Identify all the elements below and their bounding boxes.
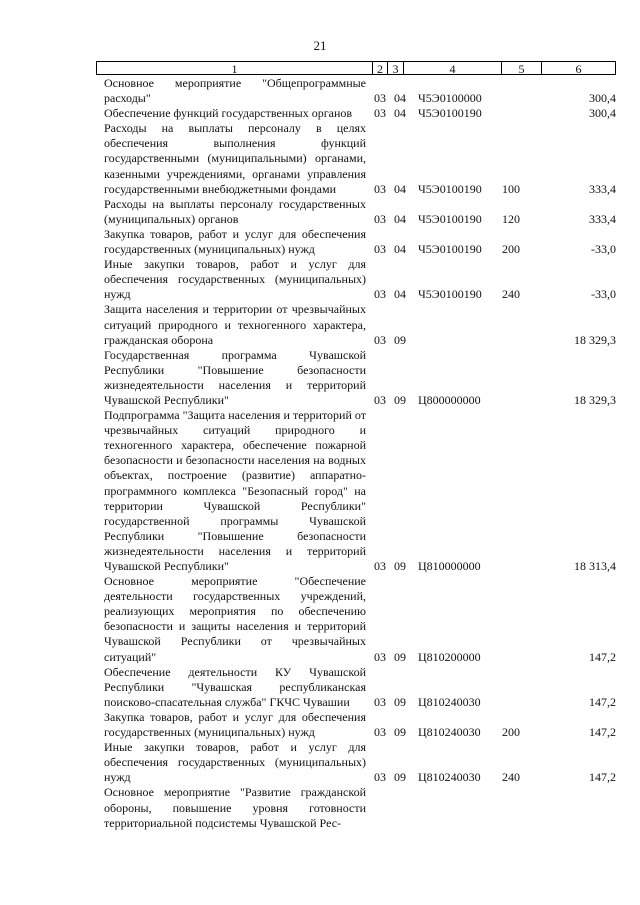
row-section: 03 bbox=[374, 770, 386, 785]
row-target-code: Ч5Э0100190 bbox=[418, 181, 482, 196]
row-subsection: 04 bbox=[394, 106, 406, 121]
row-amount: 18 329,3 bbox=[574, 332, 616, 347]
row-name: Иные закупки товаров, работ и услуг для обеспечения государственных (муниципальных) нужд bbox=[104, 740, 366, 785]
row-name: Обеспечение функций государственных органов bbox=[104, 106, 353, 121]
row-section: 03 bbox=[374, 392, 386, 407]
table-row bbox=[104, 121, 616, 196]
row-subsection: 04 bbox=[394, 91, 406, 106]
row-target-code: Ч5Э0100190 bbox=[418, 242, 482, 257]
row-section: 03 bbox=[374, 287, 386, 302]
row-name: Основное мероприятие "Развитие гражданской обороны, повышение уровня готовности территориальной подсистемы Чувашской Рес- bbox=[104, 785, 366, 830]
table-row bbox=[104, 785, 616, 830]
row-name: Защита населения и территории от чрезвычайных ситуаций природного и техногенного характера, гражданская оборона bbox=[104, 302, 366, 347]
row-subsection: 04 bbox=[394, 242, 406, 257]
row-amount: -33,0 bbox=[591, 242, 616, 257]
row-name: Расходы на выплаты персоналу государственных (муниципальных) органов bbox=[104, 196, 366, 226]
row-name: Закупка товаров, работ и услуг для обеспечения государственных (муниципальных) нужд bbox=[104, 226, 366, 257]
row-target-code: Ц810240030 bbox=[418, 770, 481, 785]
row-target-code: Ц810240030 bbox=[418, 725, 481, 740]
header-col-5: 5 bbox=[502, 62, 542, 74]
row-name: Подпрограмма "Защита населения и территорий от чрезвычайных ситуаций природного и техногенного характера, обеспечение пожарной безопасности и безопасности населения на водных объектах, построение (развитие) аппаратно-программного комплекса "Безопасный город" на территории Чувашской Республики" государственной программы Чувашской Республики "Повышение безопасности жизнедеятельности населения и территорий Чувашской Республики" bbox=[104, 408, 366, 573]
row-name: Расходы на выплаты персоналу в целях обеспечения выполнения функций государственными (муниципальными) органами, казенными учреждениями, органами управления государственными внебюджетными фондами bbox=[104, 121, 366, 196]
row-subsection: 09 bbox=[394, 694, 406, 709]
row-expense-type: 200 bbox=[502, 725, 520, 740]
table-row bbox=[104, 227, 616, 257]
row-subsection: 04 bbox=[394, 287, 406, 302]
page-number: 21 bbox=[313, 38, 327, 53]
row-subsection: 09 bbox=[394, 770, 406, 785]
row-subsection: 09 bbox=[394, 559, 406, 573]
row-amount: 147,2 bbox=[589, 649, 616, 664]
row-expense-type: 120 bbox=[502, 211, 520, 226]
row-target-code: Ч5Э0100190 bbox=[418, 287, 482, 302]
table-header bbox=[96, 61, 616, 75]
row-name: Основное мероприятие "Обеспечение деятельности государственных учреждений, реализующих мероприятия по обеспечению безопасности и защиты населения и территорий Чувашской Республики от чрезвычайных ситуаций" bbox=[104, 574, 366, 664]
row-subsection: 04 bbox=[394, 211, 406, 226]
row-expense-type: 100 bbox=[502, 181, 520, 196]
row-section: 03 bbox=[374, 725, 386, 740]
row-section: 03 bbox=[374, 211, 386, 226]
row-amount: 300,4 bbox=[589, 106, 616, 121]
row-amount: 333,4 bbox=[589, 211, 616, 226]
table-row bbox=[104, 740, 616, 785]
budget-table-body bbox=[104, 76, 616, 831]
row-target-code: Ц800000000 bbox=[418, 392, 481, 407]
table-row bbox=[104, 76, 616, 106]
row-section: 03 bbox=[374, 649, 386, 664]
header-col-3: 3 bbox=[388, 62, 404, 74]
row-section: 03 bbox=[374, 242, 386, 257]
row-amount: 147,2 bbox=[589, 770, 616, 785]
header-col-2: 2 bbox=[373, 62, 388, 74]
row-name: Закупка товаров, работ и услуг для обеспечения государственных (муниципальных) нужд bbox=[104, 709, 366, 740]
row-name: Государственная программа Чувашской Республики "Повышение безопасности жизнедеятельности населения и территорий Чувашской Республики" bbox=[104, 347, 366, 407]
row-amount: 18 329,3 bbox=[574, 392, 616, 407]
row-target-code: Ч5Э0100000 bbox=[418, 91, 482, 106]
row-amount: 300,4 bbox=[589, 91, 616, 106]
table-row bbox=[104, 197, 616, 227]
row-section: 03 bbox=[374, 694, 386, 709]
table-row bbox=[104, 302, 616, 347]
table-row bbox=[104, 348, 616, 408]
row-subsection: 09 bbox=[394, 392, 406, 407]
row-target-code: Ц810000000 bbox=[418, 559, 481, 573]
table-row bbox=[104, 257, 616, 302]
row-amount: 18 313,4 bbox=[574, 559, 616, 573]
header-col-4: 4 bbox=[404, 62, 502, 74]
row-name: Обеспечение деятельности КУ Чувашской Республики "Чувашская республиканская поисково-спасательная служба" ГКЧС Чувашии bbox=[104, 664, 366, 709]
row-section: 03 bbox=[374, 91, 386, 106]
row-target-code: Ч5Э0100190 bbox=[418, 211, 482, 226]
table-row bbox=[104, 574, 616, 665]
row-section: 03 bbox=[374, 106, 386, 121]
row-target-code: Ц810200000 bbox=[418, 649, 481, 664]
table-row bbox=[104, 408, 616, 574]
row-target-code: Ц810240030 bbox=[418, 694, 481, 709]
row-expense-type: 240 bbox=[502, 287, 520, 302]
row-subsection: 04 bbox=[394, 181, 406, 196]
row-expense-type: 240 bbox=[502, 770, 520, 785]
header-col-6: 6 bbox=[575, 62, 582, 76]
table-row bbox=[104, 665, 616, 710]
row-subsection: 09 bbox=[394, 649, 406, 664]
row-amount: -33,0 bbox=[591, 287, 616, 302]
row-target-code: Ч5Э0100190 bbox=[418, 106, 482, 121]
row-section: 03 bbox=[374, 559, 386, 573]
row-name: Иные закупки товаров, работ и услуг для обеспечения государственных (муниципальных) нужд bbox=[104, 257, 366, 302]
row-expense-type: 200 bbox=[502, 242, 520, 257]
row-name: Основное мероприятие "Общепрограммные расходы" bbox=[104, 76, 366, 106]
row-subsection: 09 bbox=[394, 332, 406, 347]
row-section: 03 bbox=[374, 181, 386, 196]
table-row bbox=[104, 106, 616, 121]
header-col-1: 1 bbox=[97, 62, 373, 74]
table-row bbox=[104, 710, 616, 740]
row-subsection: 09 bbox=[394, 725, 406, 740]
row-section: 03 bbox=[374, 332, 386, 347]
row-amount: 147,2 bbox=[589, 725, 616, 740]
row-amount: 333,4 bbox=[589, 181, 616, 196]
row-amount: 147,2 bbox=[589, 694, 616, 709]
